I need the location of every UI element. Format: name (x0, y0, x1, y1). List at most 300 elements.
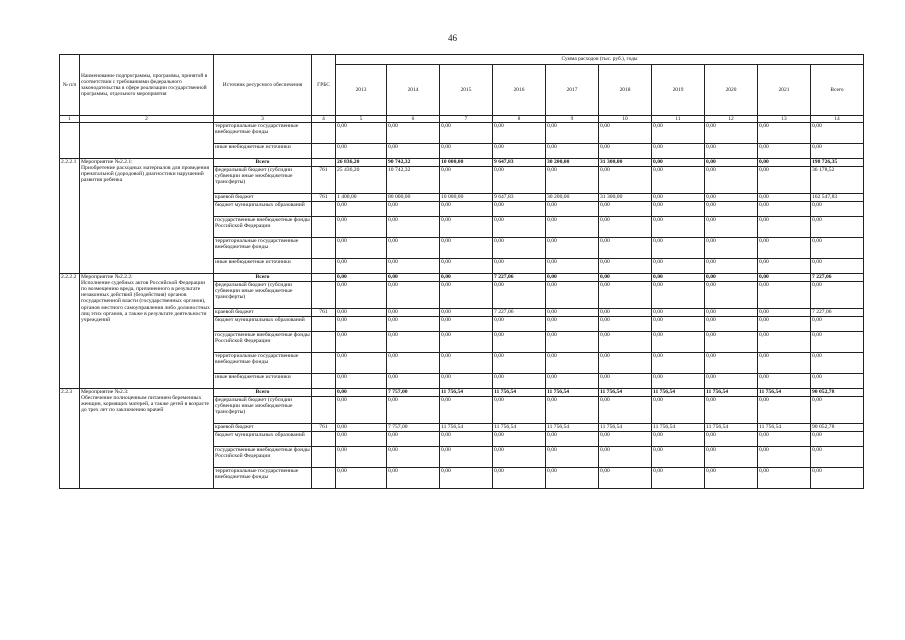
value-cell: 0,00 (705, 259, 758, 274)
grbs-cell (312, 389, 336, 397)
header-year: 2013 (336, 65, 387, 116)
value-cell: 0,00 (440, 167, 493, 194)
value-cell: 0,00 (758, 282, 811, 309)
value-cell: 0,00 (387, 432, 440, 447)
value-cell: 0,00 (599, 447, 652, 468)
value-cell: 0,00 (387, 259, 440, 274)
value-cell: 0,00 (336, 432, 387, 447)
table-row (60, 123, 864, 144)
grbs-cell: 761 (312, 309, 336, 317)
value-cell: 0,00 (546, 374, 599, 389)
value-cell: 0,00 (440, 123, 493, 144)
value-cell: 0,00 (758, 159, 811, 167)
source-cell: бюджет муниципальных образований (214, 432, 312, 447)
value-cell: 0,00 (546, 202, 599, 217)
table-row (60, 389, 864, 397)
value-cell: 0,00 (336, 274, 387, 282)
value-cell: 11 756,54 (546, 389, 599, 397)
source-cell: бюджет муниципальных образований (214, 317, 312, 332)
value-cell: 0,00 (336, 259, 387, 274)
value-cell: 0,00 (546, 282, 599, 309)
value-cell: 0,00 (599, 167, 652, 194)
value-cell: 80 000,00 (387, 194, 440, 202)
value-cell: 0,00 (336, 374, 387, 389)
value-cell: 11 756,54 (493, 389, 546, 397)
header-year: 2015 (440, 65, 493, 116)
block-description: Исполнение судебных актов Российской Федерации по возмещению вреда, причиненного в результате незаконных действий (бездействия) органов государственной власти (государственных органов), органов местного самоуправления либо должностных лиц этих органов, а также в результате деятельности учреждений (81, 280, 210, 323)
value-cell: 10 000,00 (440, 194, 493, 202)
value-cell: 0,00 (387, 374, 440, 389)
value-cell: 0,00 (546, 432, 599, 447)
source-cell: иные внебюджетные источники (214, 144, 312, 159)
grbs-cell (312, 159, 336, 167)
value-cell: 0,00 (493, 217, 546, 238)
value-cell: 11 756,54 (705, 424, 758, 432)
value-cell: 0,00 (811, 374, 864, 389)
value-cell: 0,00 (493, 238, 546, 259)
value-cell: 0,00 (758, 374, 811, 389)
value-cell: 0,00 (493, 332, 546, 353)
value-cell: 0,00 (387, 282, 440, 309)
value-cell: 9 647,83 (493, 194, 546, 202)
grbs-cell (312, 332, 336, 353)
value-cell: 0,00 (811, 397, 864, 424)
grbs-cell (312, 274, 336, 282)
value-cell: 7 227,06 (811, 274, 864, 282)
source-cell: краевой бюджет (214, 424, 312, 432)
source-cell: бюджет муниципальных образований (214, 202, 312, 217)
value-cell: 0,00 (387, 217, 440, 238)
value-cell: 0,00 (599, 397, 652, 424)
value-cell: 0,00 (599, 309, 652, 317)
value-cell: 0,00 (811, 144, 864, 159)
header-year: 2014 (387, 65, 440, 116)
value-cell: 0,00 (705, 159, 758, 167)
value-cell: 1 400,00 (336, 194, 387, 202)
block-number: 2.2.2.1 (60, 159, 80, 274)
value-cell: 0,00 (440, 447, 493, 468)
value-cell: 0,00 (599, 468, 652, 489)
value-cell: 7 757,00 (387, 389, 440, 397)
value-cell: 0,00 (387, 202, 440, 217)
value-cell: 11 756,54 (546, 424, 599, 432)
grbs-cell (312, 238, 336, 259)
value-cell: 0,00 (705, 353, 758, 374)
value-cell: 0,00 (705, 309, 758, 317)
value-cell: 0,00 (440, 332, 493, 353)
value-cell: 0,00 (387, 468, 440, 489)
value-cell: 0,00 (440, 374, 493, 389)
header-year: 2020 (705, 65, 758, 116)
value-cell: 0,00 (493, 447, 546, 468)
grbs-cell (312, 217, 336, 238)
value-cell: 0,00 (705, 194, 758, 202)
value-cell: 0,00 (758, 397, 811, 424)
grbs-cell (312, 468, 336, 489)
budget-table (59, 54, 864, 489)
value-cell: 11 756,54 (599, 389, 652, 397)
source-total-cell: Всего (214, 389, 312, 397)
header-index: 7 (440, 116, 493, 123)
value-cell: 0,00 (705, 238, 758, 259)
source-total-cell: Всего (214, 159, 312, 167)
value-cell: 0,00 (652, 159, 705, 167)
value-cell: 0,00 (440, 238, 493, 259)
value-cell: 0,00 (811, 432, 864, 447)
value-cell: 0,00 (758, 468, 811, 489)
value-cell: 0,00 (705, 374, 758, 389)
value-cell: 90 052,78 (811, 424, 864, 432)
grbs-cell (312, 432, 336, 447)
value-cell: 0,00 (546, 144, 599, 159)
value-cell: 0,00 (440, 202, 493, 217)
value-cell: 0,00 (493, 468, 546, 489)
header-source: Источник ресурсного обеспечения (214, 55, 312, 116)
value-cell: 0,00 (493, 432, 546, 447)
value-cell: 0,00 (440, 274, 493, 282)
value-cell: 0,00 (811, 468, 864, 489)
header-year: 2019 (652, 65, 705, 116)
value-cell: 11 756,54 (705, 389, 758, 397)
value-cell: 0,00 (546, 332, 599, 353)
value-cell: 0,00 (493, 282, 546, 309)
value-cell: 0,00 (705, 332, 758, 353)
value-cell: 0,00 (811, 238, 864, 259)
value-cell: 0,00 (599, 123, 652, 144)
source-cell: государственные внебюджетные фонды Российской Федерации (214, 217, 312, 238)
value-cell: 0,00 (336, 397, 387, 424)
value-cell: 0,00 (336, 332, 387, 353)
block-description-cell (80, 159, 214, 274)
value-cell: 0,00 (652, 123, 705, 144)
value-cell: 0,00 (811, 447, 864, 468)
block-description: Обеспечение полноценным питанием беременных женщин, кормящих матерей, а также детей в возрасте до трех лет по заключению врачей (81, 395, 209, 414)
value-cell: 0,00 (440, 282, 493, 309)
header-year: 2016 (493, 65, 546, 116)
page-number: 46 (448, 33, 457, 43)
value-cell: 0,00 (652, 353, 705, 374)
value-cell: 0,00 (758, 317, 811, 332)
value-cell: 11 756,54 (599, 424, 652, 432)
value-cell: 0,00 (599, 432, 652, 447)
source-cell: государственные внебюджетные фонды Российской Федерации (214, 447, 312, 468)
source-cell: иные внебюджетные источники (214, 374, 312, 389)
value-cell: 10 000,00 (440, 159, 493, 167)
value-cell: 0,00 (599, 317, 652, 332)
value-cell: 0,00 (440, 144, 493, 159)
table-row (60, 274, 864, 282)
value-cell: 7 757,00 (387, 424, 440, 432)
header-index: 6 (387, 116, 440, 123)
header-year: 2017 (546, 65, 599, 116)
value-cell: 0,00 (336, 217, 387, 238)
value-cell: 0,00 (652, 432, 705, 447)
value-cell: 0,00 (387, 447, 440, 468)
value-cell: 0,00 (652, 202, 705, 217)
block-title: Мероприятие №2.3: (81, 389, 129, 396)
value-cell: 0,00 (493, 397, 546, 424)
header-name: Наименование подпрограммы, программы, принятой в соответствии с требованиями федерального законодательства в сфере реализации государственной программы, отдельного мероприятия (80, 55, 214, 116)
header-year: 2018 (599, 65, 652, 116)
value-cell: 0,00 (336, 353, 387, 374)
value-cell: 0,00 (758, 217, 811, 238)
value-cell: 0,00 (440, 397, 493, 424)
value-cell: 0,00 (811, 282, 864, 309)
value-cell: 36 178,52 (811, 167, 864, 194)
row-num-cell (60, 123, 80, 159)
value-cell: 0,00 (336, 282, 387, 309)
header-index: 5 (336, 116, 387, 123)
value-cell: 0,00 (440, 217, 493, 238)
value-cell: 31 300,00 (599, 194, 652, 202)
value-cell: 0,00 (387, 397, 440, 424)
value-cell: 0,00 (811, 202, 864, 217)
value-cell: 0,00 (440, 309, 493, 317)
header-index: 3 (214, 116, 312, 123)
value-cell: 0,00 (546, 468, 599, 489)
source-cell: территориальные государственные внебюджетные фонды (214, 468, 312, 489)
value-cell: 0,00 (493, 259, 546, 274)
value-cell: 0,00 (599, 202, 652, 217)
value-cell: 0,00 (493, 374, 546, 389)
value-cell: 0,00 (387, 238, 440, 259)
grbs-cell: 761 (312, 194, 336, 202)
value-cell: 31 300,00 (599, 159, 652, 167)
value-cell: 0,00 (652, 447, 705, 468)
value-cell: 0,00 (546, 447, 599, 468)
value-cell: 0,00 (440, 317, 493, 332)
value-cell: 0,00 (387, 317, 440, 332)
value-cell: 0,00 (336, 123, 387, 144)
value-cell: 0,00 (387, 353, 440, 374)
source-cell: федеральный бюджет (субсидии субвенции иные межбюджетные трансферты) (214, 167, 312, 194)
value-cell: 0,00 (652, 194, 705, 202)
value-cell: 10 742,32 (387, 167, 440, 194)
value-cell: 0,00 (387, 332, 440, 353)
header-index: 2 (80, 116, 214, 123)
value-cell: 0,00 (705, 397, 758, 424)
value-cell: 0,00 (546, 238, 599, 259)
value-cell: 0,00 (336, 468, 387, 489)
header-grbs: ГРБС (312, 55, 336, 116)
value-cell: 0,00 (705, 144, 758, 159)
value-cell: 0,00 (336, 309, 387, 317)
value-cell: 0,00 (758, 432, 811, 447)
value-cell: 25 436,20 (336, 167, 387, 194)
value-cell: 11 756,54 (652, 424, 705, 432)
value-cell: 0,00 (546, 274, 599, 282)
grbs-cell (312, 144, 336, 159)
value-cell: 0,00 (336, 317, 387, 332)
grbs-cell (312, 317, 336, 332)
value-cell: 0,00 (599, 332, 652, 353)
value-cell: 0,00 (387, 123, 440, 144)
source-cell: федеральный бюджет (субсидии субвенции иные межбюджетные трансферты) (214, 282, 312, 309)
header-num: № п/п (60, 55, 80, 116)
value-cell: 0,00 (336, 144, 387, 159)
value-cell: 30 200,00 (546, 194, 599, 202)
value-cell: 0,00 (758, 259, 811, 274)
value-cell: 0,00 (758, 353, 811, 374)
value-cell: 198 726,35 (811, 159, 864, 167)
grbs-cell: 761 (312, 424, 336, 432)
value-cell: 0,00 (493, 167, 546, 194)
header-year: Всего (811, 65, 864, 116)
value-cell: 162 547,83 (811, 194, 864, 202)
value-cell: 0,00 (811, 317, 864, 332)
value-cell: 0,00 (546, 317, 599, 332)
value-cell: 11 756,54 (440, 424, 493, 432)
value-cell: 0,00 (652, 238, 705, 259)
value-cell: 11 756,54 (758, 389, 811, 397)
value-cell: 0,00 (705, 123, 758, 144)
table-row (60, 159, 864, 167)
value-cell: 0,00 (758, 274, 811, 282)
header-index: 8 (493, 116, 546, 123)
source-cell: территориальные государственные внебюджетные фонды (214, 353, 312, 374)
value-cell: 0,00 (387, 144, 440, 159)
value-cell: 0,00 (546, 259, 599, 274)
value-cell: 0,00 (758, 309, 811, 317)
grbs-cell (312, 202, 336, 217)
value-cell: 0,00 (599, 238, 652, 259)
value-cell: 0,00 (705, 282, 758, 309)
value-cell: 0,00 (652, 397, 705, 424)
header-index: 12 (705, 116, 758, 123)
value-cell: 0,00 (440, 353, 493, 374)
value-cell: 0,00 (336, 447, 387, 468)
value-cell: 0,00 (599, 144, 652, 159)
header-index: 10 (599, 116, 652, 123)
value-cell: 0,00 (652, 309, 705, 317)
grbs-cell (312, 282, 336, 309)
value-cell: 11 756,54 (758, 424, 811, 432)
value-cell: 0,00 (440, 468, 493, 489)
value-cell: 0,00 (599, 374, 652, 389)
value-cell: 0,00 (493, 317, 546, 332)
value-cell: 0,00 (652, 282, 705, 309)
value-cell: 0,00 (387, 309, 440, 317)
value-cell: 0,00 (599, 274, 652, 282)
value-cell: 0,00 (599, 259, 652, 274)
value-cell: 0,00 (493, 144, 546, 159)
value-cell: 0,00 (652, 167, 705, 194)
header-index: 9 (546, 116, 599, 123)
value-cell: 0,00 (758, 194, 811, 202)
value-cell: 0,00 (705, 202, 758, 217)
value-cell: 0,00 (652, 317, 705, 332)
value-cell: 0,00 (652, 144, 705, 159)
value-cell: 0,00 (811, 123, 864, 144)
value-cell: 0,00 (705, 217, 758, 238)
grbs-cell: 761 (312, 167, 336, 194)
header-sum: Сумма расходов (тыс. руб.), годы (336, 55, 864, 65)
value-cell: 90 052,78 (811, 389, 864, 397)
value-cell: 0,00 (599, 353, 652, 374)
value-cell: 0,00 (493, 202, 546, 217)
value-cell: 0,00 (705, 317, 758, 332)
grbs-cell (312, 374, 336, 389)
value-cell: 0,00 (705, 432, 758, 447)
grbs-cell (312, 397, 336, 424)
block-title: Мероприятие №2.2.2: (81, 274, 133, 281)
block-title: Мероприятие №2.2.1: (81, 159, 133, 166)
block-number: 2.2.3 (60, 389, 80, 489)
value-cell: 11 756,54 (652, 389, 705, 397)
value-cell: 0,00 (546, 167, 599, 194)
value-cell: 0,00 (440, 259, 493, 274)
value-cell: 26 836,20 (336, 159, 387, 167)
value-cell: 0,00 (546, 309, 599, 317)
value-cell: 11 756,54 (440, 389, 493, 397)
value-cell: 0,00 (546, 397, 599, 424)
value-cell: 0,00 (652, 274, 705, 282)
value-cell: 0,00 (336, 424, 387, 432)
value-cell: 0,00 (705, 447, 758, 468)
value-cell: 0,00 (336, 389, 387, 397)
value-cell: 0,00 (811, 353, 864, 374)
value-cell: 0,00 (652, 332, 705, 353)
value-cell: 0,00 (546, 353, 599, 374)
value-cell: 0,00 (652, 374, 705, 389)
value-cell: 0,00 (493, 123, 546, 144)
value-cell: 0,00 (811, 332, 864, 353)
block-number: 2.2.2.2 (60, 274, 80, 389)
value-cell: 0,00 (811, 217, 864, 238)
value-cell: 9 647,83 (493, 159, 546, 167)
value-cell: 0,00 (652, 259, 705, 274)
block-description: Приобретение расходных материалов для проведения пренатальной (дородовой) диагностики нарушений развития ребенка (81, 165, 210, 184)
value-cell: 7 227,06 (811, 309, 864, 317)
value-cell: 7 227,06 (493, 274, 546, 282)
header-index: 4 (312, 116, 336, 123)
value-cell: 30 200,00 (546, 159, 599, 167)
source-cell: государственные внебюджетные фонды Российской Федерации (214, 332, 312, 353)
source-cell: краевой бюджет (214, 194, 312, 202)
value-cell: 0,00 (599, 217, 652, 238)
value-cell: 0,00 (758, 332, 811, 353)
value-cell: 0,00 (705, 468, 758, 489)
header-year: 2021 (758, 65, 811, 116)
source-cell: краевой бюджет (214, 309, 312, 317)
grbs-cell (312, 259, 336, 274)
grbs-cell (312, 353, 336, 374)
value-cell: 0,00 (758, 447, 811, 468)
value-cell: 0,00 (493, 353, 546, 374)
header-index: 13 (758, 116, 811, 123)
value-cell: 0,00 (758, 167, 811, 194)
value-cell: 11 756,54 (493, 424, 546, 432)
source-cell: иные внебюджетные источники (214, 259, 312, 274)
value-cell: 0,00 (811, 259, 864, 274)
value-cell: 0,00 (758, 202, 811, 217)
value-cell: 0,00 (652, 468, 705, 489)
block-description-cell (80, 389, 214, 489)
source-total-cell: Всего (214, 274, 312, 282)
value-cell: 0,00 (705, 274, 758, 282)
value-cell: 0,00 (705, 167, 758, 194)
row-desc-cell (80, 123, 214, 159)
value-cell: 0,00 (336, 238, 387, 259)
header-index: 11 (652, 116, 705, 123)
value-cell: 0,00 (758, 238, 811, 259)
source-cell: территориальные государственные внебюджетные фонды (214, 123, 312, 144)
value-cell: 0,00 (599, 282, 652, 309)
value-cell: 0,00 (546, 123, 599, 144)
source-cell: федеральный бюджет (субсидии субвенции иные межбюджетные трансферты) (214, 397, 312, 424)
value-cell: 0,00 (336, 202, 387, 217)
value-cell: 7 227,06 (493, 309, 546, 317)
